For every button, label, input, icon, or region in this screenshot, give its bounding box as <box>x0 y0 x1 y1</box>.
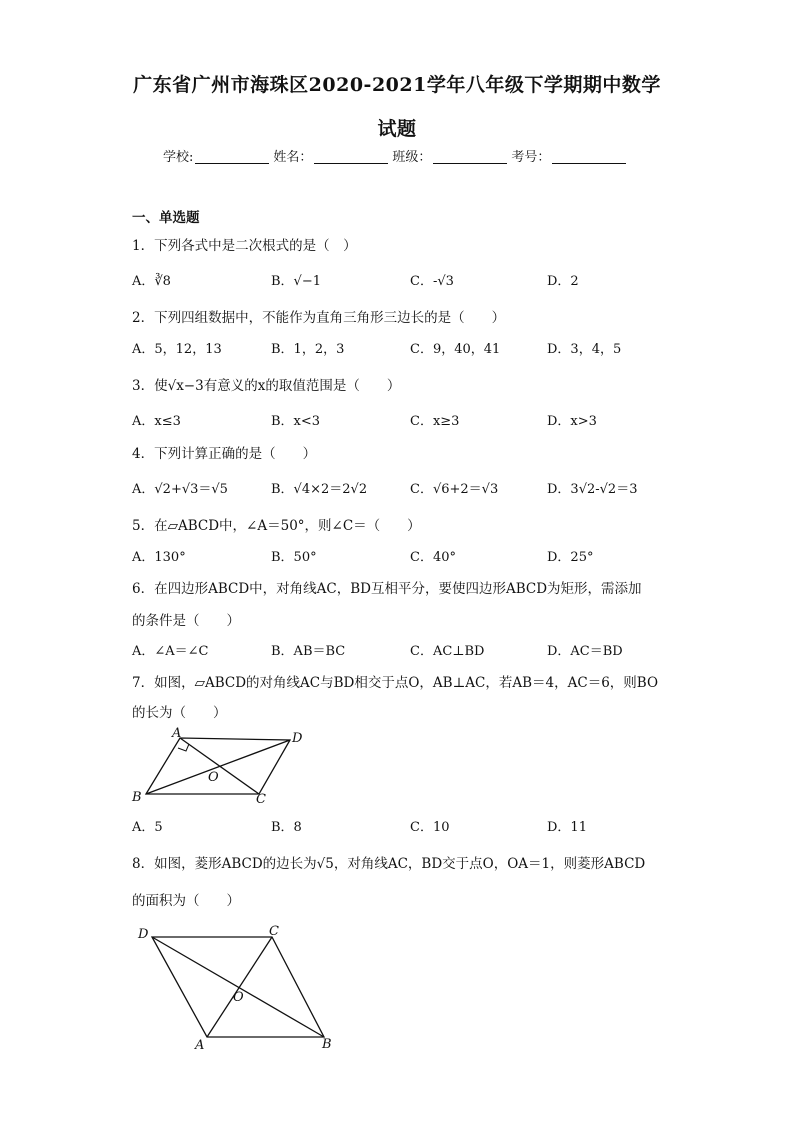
school-blank <box>195 149 269 164</box>
label-a: A <box>195 1038 205 1053</box>
question-1-stem: 1．下列各式中是二次根式的是（ ） <box>132 238 357 254</box>
name-label: 姓名： <box>273 150 313 165</box>
figure-parallelogram-abcd <box>126 724 316 810</box>
question-4-stem: 4．下列计算正确的是（ ） <box>132 446 317 462</box>
option-c: C．-√3 <box>410 274 454 289</box>
figure-rhombus-abcd <box>132 922 342 1054</box>
label-c: C <box>256 792 266 807</box>
option-c: C．9，40，41 <box>410 342 501 357</box>
question-4-options <box>132 478 652 496</box>
question-8-stem-continued: 的面积为（ ） <box>132 893 240 909</box>
option-b: B．√4×2＝2√2 <box>271 482 368 497</box>
exam-no-blank <box>552 149 626 164</box>
page-title: 广东省广州市海珠区2020-2021学年八年级下学期期中数学 <box>133 74 661 96</box>
question-2-options <box>132 338 652 356</box>
option-d: D．11 <box>547 820 587 835</box>
option-b: B．AB＝BC <box>271 644 346 659</box>
option-a: A．∠A＝∠C <box>132 644 209 659</box>
option-b: B．√−1 <box>271 274 322 289</box>
section-title: 一、单选题 <box>132 210 200 226</box>
page-title-continued: 试题 <box>377 118 417 140</box>
option-c: C．x≥3 <box>410 414 460 429</box>
option-c: C．√6+2＝√3 <box>410 482 499 497</box>
school-label: 学校: <box>163 150 194 165</box>
option-d: D．x>3 <box>547 414 597 429</box>
class-blank <box>433 149 507 164</box>
label-a: A <box>172 726 182 741</box>
option-a: A．5，12，13 <box>132 342 222 357</box>
question-7-options <box>132 816 652 834</box>
option-a: A．x≤3 <box>132 414 181 429</box>
option-b: B．x<3 <box>271 414 321 429</box>
diagonal-ac <box>207 937 272 1037</box>
option-c: C．40° <box>410 550 456 565</box>
label-c: C <box>269 924 279 939</box>
option-b: B．8 <box>271 820 302 835</box>
question-8-stem: 8．如图，菱形ABCD的边长为√5，对角线AC，BD交于点O，OA＝1，则菱形ABCD <box>132 856 646 872</box>
question-5-stem: 5．在▱ABCD中，∠A＝50°，则∠C＝（ ） <box>132 518 421 534</box>
option-a: A．∛8 <box>132 274 171 289</box>
question-2-stem: 2．下列四组数据中，不能作为直角三角形三边长的是（ ） <box>132 310 506 326</box>
label-d: D <box>292 731 303 746</box>
question-6-options <box>132 640 652 658</box>
question-1-options <box>132 270 652 288</box>
question-5-options <box>132 546 652 564</box>
question-3-stem: 3．使√x−3有意义的x的取值范围是（ ） <box>132 378 401 394</box>
option-c: C．10 <box>410 820 450 835</box>
label-d: D <box>138 927 149 942</box>
question-7-stem-continued: 的长为（ ） <box>132 705 227 721</box>
option-d: D．AC＝BD <box>547 644 623 659</box>
question-7-stem: 7．如图，▱ABCD的对角线AC与BD相交于点O，AB⊥AC，若AB＝4，AC＝6，则BO <box>132 675 659 691</box>
option-a: A．130° <box>132 550 186 565</box>
right-angle-mark <box>178 744 189 751</box>
label-o: O <box>208 770 219 785</box>
label-o: O <box>233 990 244 1005</box>
class-label: 班级： <box>392 150 432 165</box>
option-d: D．3√2-√2＝3 <box>547 482 638 497</box>
question-6-stem: 6．在四边形ABCD中，对角线AC，BD互相平分，要使四边形ABCD为矩形，需添加 <box>132 581 642 597</box>
student-info-line <box>163 146 630 165</box>
name-blank <box>314 149 388 164</box>
label-b: B <box>322 1037 332 1052</box>
exam-no-label: 考号： <box>511 150 551 165</box>
option-d: D．3，4，5 <box>547 342 622 357</box>
option-c: C．AC⊥BD <box>410 644 485 659</box>
question-6-stem-continued: 的条件是（ ） <box>132 613 240 629</box>
diagonal-bd <box>146 740 290 794</box>
option-d: D．2 <box>547 274 579 289</box>
option-d: D．25° <box>547 550 594 565</box>
option-a: A．5 <box>132 820 163 835</box>
label-b: B <box>132 790 142 805</box>
option-b: B．1，2，3 <box>271 342 345 357</box>
question-3-options <box>132 410 652 428</box>
option-b: B．50° <box>271 550 317 565</box>
option-a: A．√2+√3＝√5 <box>132 482 228 497</box>
